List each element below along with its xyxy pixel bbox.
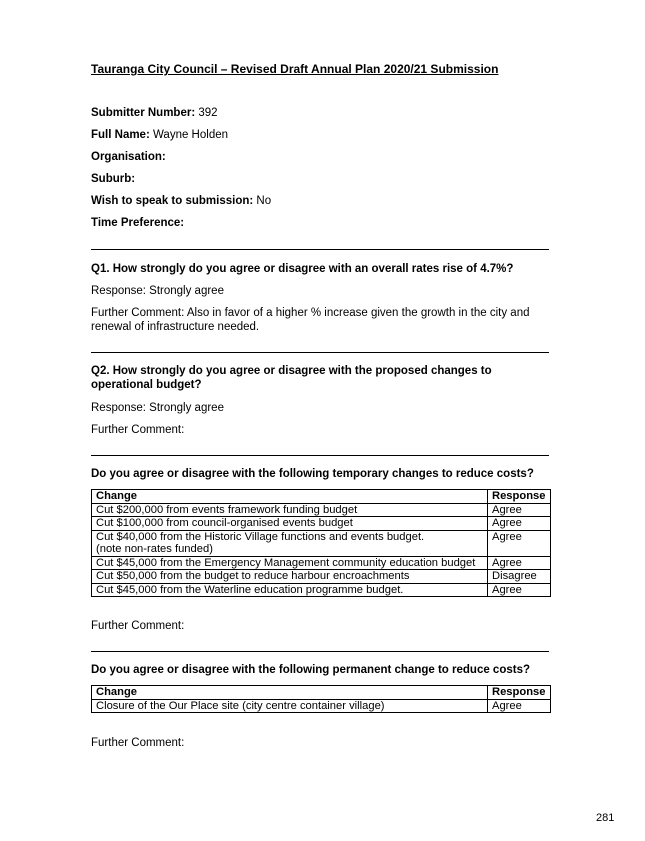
response-cell: Agree — [488, 556, 551, 570]
full-name-field — [91, 129, 228, 141]
permanent-question: Do you agree or disagree with the following permanent change to reduce costs? — [91, 664, 530, 676]
suburb-field — [91, 173, 135, 185]
section-divider — [91, 651, 549, 652]
organisation-field — [91, 151, 166, 163]
response-cell: Agree — [488, 503, 551, 517]
header-response: Response — [488, 686, 551, 700]
field-value: No — [256, 195, 272, 207]
change-cell: Cut $50,000 from the budget to reduce harbour encroachments — [92, 570, 488, 584]
response-cell: Agree — [488, 699, 551, 713]
change-cell: Closure of the Our Place site (city centre container village) — [92, 699, 488, 713]
change-cell: Cut $200,000 from events framework funding budget — [92, 503, 488, 517]
permanent-comment: Further Comment: — [91, 737, 185, 749]
table-header-row — [92, 490, 551, 504]
response-cell: Agree — [488, 583, 551, 597]
response-cell: Agree — [488, 517, 551, 531]
field-label: Full Name: — [91, 129, 150, 141]
wish-to-speak-field — [91, 195, 271, 207]
temporary-question: Do you agree or disagree with the following temporary changes to reduce costs? — [91, 468, 534, 480]
q1-comment: Further Comment: Also in favor of a higher % increase given the growth in the city and renewal of infrastructure needed. — [91, 307, 530, 333]
change-cell: Cut $45,000 from the Waterline education programme budget. — [92, 583, 488, 597]
q1-question: Q1. How strongly do you agree or disagree with an overall rates rise of 4.7%? — [91, 263, 514, 275]
temporary-changes-table — [91, 489, 551, 597]
field-label: Wish to speak to submission: — [91, 195, 254, 207]
table-row — [92, 517, 551, 531]
table-row — [92, 570, 551, 584]
q2-question: Q2. How strongly do you agree or disagree with the proposed changes to operational budget? — [91, 365, 492, 391]
section-divider — [91, 352, 549, 353]
field-value: 392 — [198, 107, 218, 119]
submitter-number-field — [91, 107, 218, 119]
q2-response: Response: Strongly agree — [91, 402, 224, 414]
table-row — [92, 556, 551, 570]
header-change: Change — [92, 686, 488, 700]
section-divider — [91, 249, 549, 250]
permanent-change-table — [91, 685, 551, 713]
field-label: Time Preference: — [91, 217, 185, 229]
temporary-comment: Further Comment: — [91, 620, 185, 632]
q2-comment: Further Comment: — [91, 424, 185, 436]
change-note: (note non-rates funded) — [96, 543, 213, 555]
table-header-row — [92, 686, 551, 700]
field-label: Suburb: — [91, 173, 136, 185]
change-cell: Cut $45,000 from the Emergency Management community education budget — [92, 556, 488, 570]
field-value: Wayne Holden — [153, 129, 229, 141]
change-text: Cut $40,000 from the Historic Village functions and events budget. — [96, 530, 425, 543]
table-row — [92, 530, 551, 556]
document-title: Tauranga City Council – Revised Draft Annual Plan 2020/21 Submission — [91, 62, 499, 76]
time-preference-field — [91, 217, 184, 229]
section-divider — [91, 455, 549, 456]
change-cell: Cut $100,000 from council-organised events budget — [92, 517, 488, 531]
field-label: Submitter Number: — [91, 107, 196, 119]
response-cell: Disagree — [488, 570, 551, 584]
q1-response: Response: Strongly agree — [91, 285, 224, 297]
response-cell: Agree — [488, 530, 551, 556]
header-response: Response — [488, 490, 551, 504]
change-cell — [92, 530, 488, 556]
field-label: Organisation: — [91, 151, 166, 163]
table-row — [92, 699, 551, 713]
table-row — [92, 503, 551, 517]
header-change: Change — [92, 490, 488, 504]
page-number: 281 — [596, 812, 615, 824]
table-row — [92, 583, 551, 597]
